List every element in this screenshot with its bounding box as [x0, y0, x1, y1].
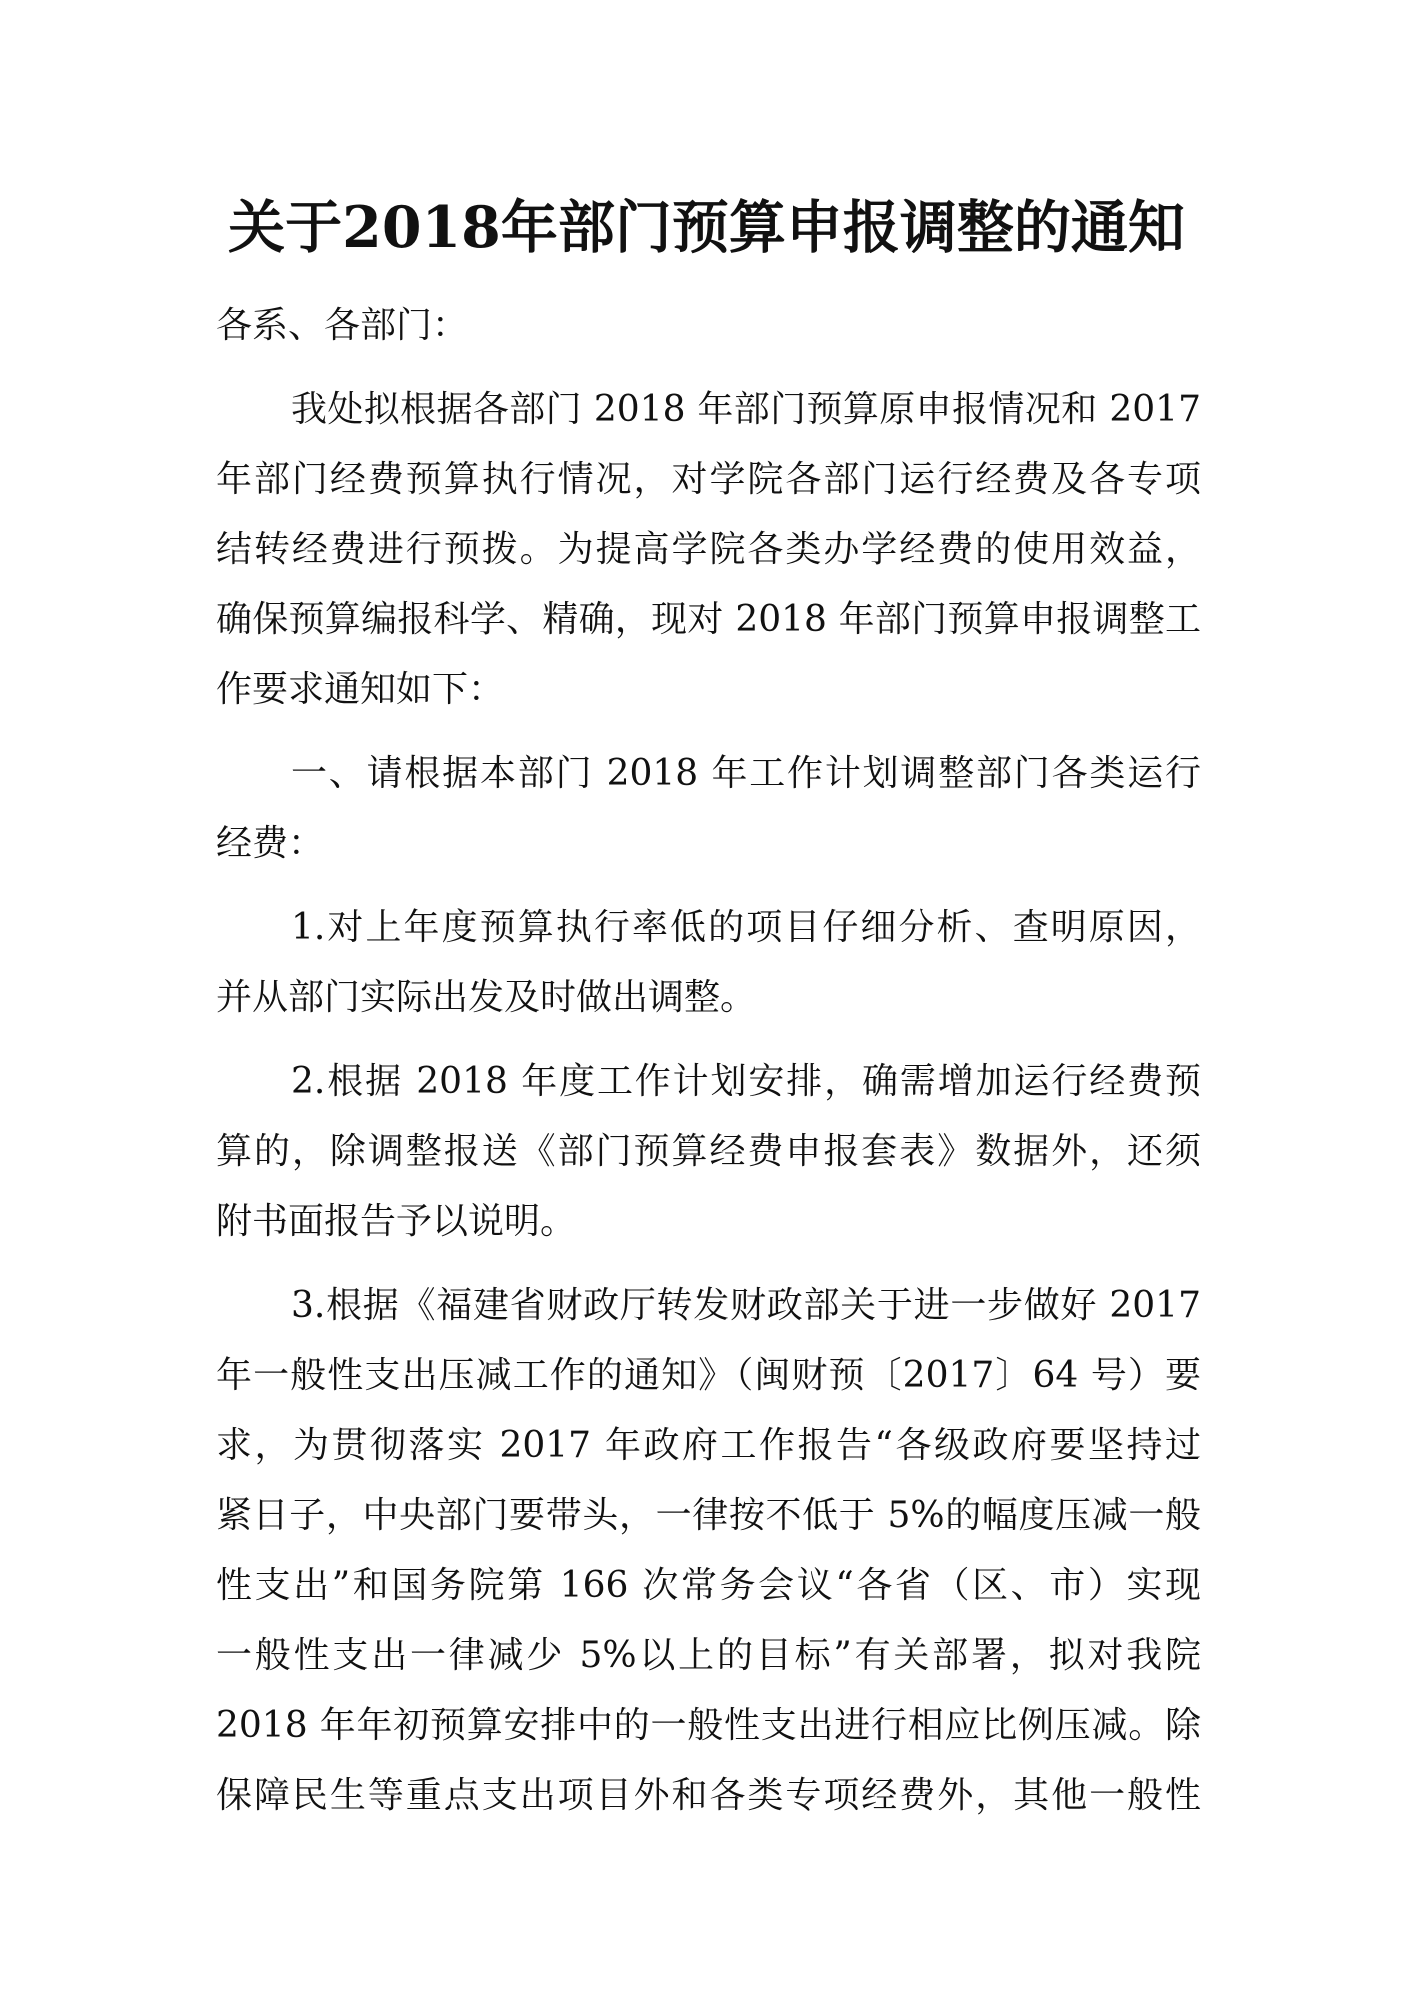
section-heading-line: 经费： — [216, 823, 325, 864]
list-item-line: 2018 年年初预算安排中的一般性支出进行相应比例压减。除 — [216, 1705, 1201, 1746]
paragraph-line: 确保预算编报科学、精确，现对 2018 年部门预算申报调整工 — [216, 599, 1201, 640]
list-item-line: 一般性支出一律减少 5%以上的目标”有关部署，拟对我院 — [216, 1635, 1201, 1676]
list-item-line: 求，为贯彻落实 2017 年政府工作报告“各级政府要坚持过 — [216, 1425, 1201, 1466]
list-item-line: 并从部门实际出发及时做出调整。 — [216, 977, 757, 1018]
paragraph-line: 年部门经费预算执行情况，对学院各部门运行经费及各专项 — [216, 459, 1201, 500]
paragraph-line: 我处拟根据各部门 2018 年部门预算原申报情况和 2017 — [291, 389, 1201, 430]
list-item-line: 2.根据 2018 年度工作计划安排，确需增加运行经费预 — [291, 1061, 1201, 1102]
document-title: 关于2018年部门预算申报调整的通知 — [228, 194, 1185, 261]
paragraph-line: 作要求通知如下： — [216, 669, 505, 710]
list-item-line: 性支出”和国务院第 166 次常务会议“各省（区、市）实现 — [216, 1565, 1201, 1606]
list-item-line: 紧日子，中央部门要带头，一律按不低于 5%的幅度压减一般 — [216, 1495, 1201, 1536]
list-item-line: 年一般性支出压减工作的通知》（闽财预〔2017〕64 号）要 — [216, 1355, 1201, 1396]
list-item-line: 1.对上年度预算执行率低的项目仔细分析、查明原因， — [291, 907, 1201, 948]
list-item-line: 附书面报告予以说明。 — [216, 1201, 577, 1242]
list-item-line: 算的，除调整报送《部门预算经费申报套表》数据外，还须 — [216, 1131, 1201, 1172]
paragraph-line: 结转经费进行预拨。为提高学院各类办学经费的使用效益， — [216, 529, 1201, 570]
salutation: 各系、各部门： — [216, 305, 469, 346]
section-heading-line: 一、请根据本部门 2018 年工作计划调整部门各类运行 — [291, 753, 1201, 794]
list-item-line: 3.根据《福建省财政厅转发财政部关于进一步做好 2017 — [291, 1285, 1201, 1326]
list-item-line: 保障民生等重点支出项目外和各类专项经费外，其他一般性 — [216, 1775, 1201, 1816]
